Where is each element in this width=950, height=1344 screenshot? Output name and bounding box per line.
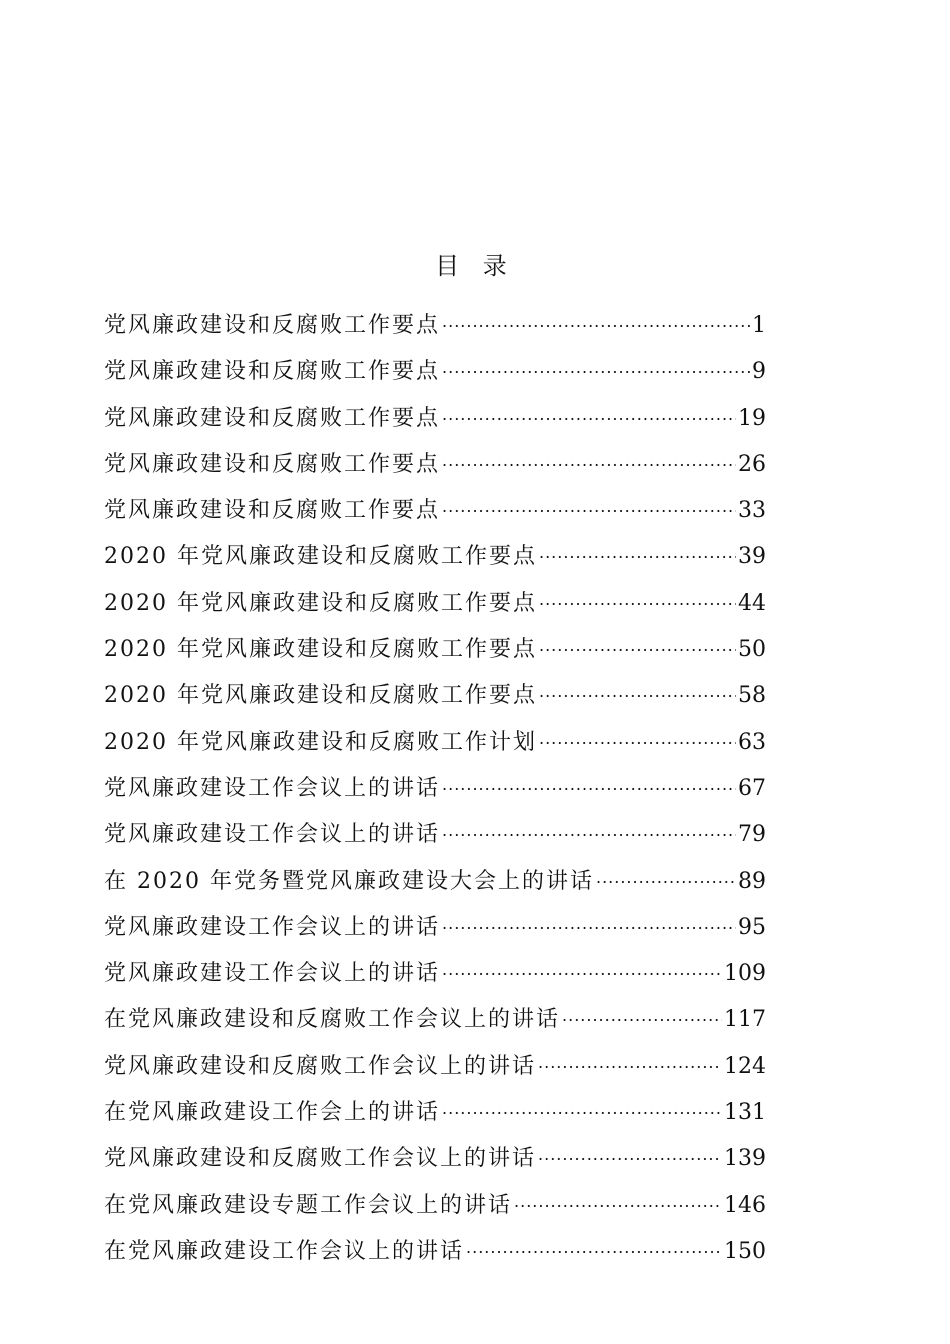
toc-entry[interactable] bbox=[104, 292, 766, 338]
toc-entry-title: 党风廉政建设和反腐败工作会议上的讲话 bbox=[104, 1053, 537, 1079]
toc-dot-leader bbox=[562, 986, 722, 1026]
toc-dot-leader bbox=[442, 894, 736, 934]
toc-entry-page-number: 26 bbox=[738, 451, 766, 477]
toc-entry-page-number: 131 bbox=[724, 1100, 766, 1126]
toc-entry-page-number: 79 bbox=[738, 822, 766, 848]
toc-dot-leader bbox=[442, 292, 750, 332]
toc-entry-title: 在党风廉政建设和反腐败工作会议上的讲话 bbox=[104, 1007, 561, 1033]
toc-dot-leader bbox=[539, 523, 736, 563]
toc-entry-title: 在 2020 年党务暨党风廉政建设大会上的讲话 bbox=[104, 868, 594, 894]
toc-entry-page-number: 9 bbox=[752, 359, 766, 385]
toc-entry-title: 党风廉政建设和反腐败工作要点 bbox=[104, 451, 441, 477]
toc-entry-title: 党风廉政建设和反腐败工作要点 bbox=[104, 313, 441, 338]
toc-entry-page-number: 67 bbox=[738, 775, 766, 801]
toc-dot-leader bbox=[538, 1125, 722, 1165]
toc-entry-title: 2020 年党风廉政建设和反腐败工作要点 bbox=[104, 683, 537, 709]
toc-entry-page-number: 1 bbox=[752, 313, 766, 338]
toc-dot-leader bbox=[442, 338, 750, 378]
toc-dot-leader bbox=[442, 940, 722, 980]
toc-entry-title: 2020 年党风廉政建设和反腐败工作计划 bbox=[104, 729, 537, 755]
toc-entry-page-number: 146 bbox=[724, 1192, 766, 1218]
toc-dot-leader bbox=[538, 1033, 722, 1073]
toc-entry-title: 在党风廉政建设工作会上的讲话 bbox=[104, 1100, 441, 1126]
toc-entry-page-number: 19 bbox=[738, 405, 766, 431]
toc-dot-leader bbox=[442, 755, 736, 795]
toc-entry-title: 党风廉政建设和反腐败工作要点 bbox=[104, 405, 441, 431]
toc-entry-page-number: 58 bbox=[738, 683, 766, 709]
toc-entry-title: 党风廉政建设和反腐败工作会议上的讲话 bbox=[104, 1146, 537, 1172]
toc-entry-title: 党风廉政建设工作会议上的讲话 bbox=[104, 822, 441, 848]
toc-entry-page-number: 139 bbox=[724, 1146, 766, 1172]
toc-dot-leader bbox=[539, 616, 736, 656]
toc-entry-title: 在党风廉政建设工作会议上的讲话 bbox=[104, 1238, 465, 1264]
toc-dot-leader bbox=[514, 1172, 722, 1212]
toc-entry-title: 党风廉政建设和反腐败工作要点 bbox=[104, 498, 441, 524]
toc-dot-leader bbox=[442, 801, 736, 841]
toc-dot-leader bbox=[539, 662, 736, 702]
toc-entry-title: 2020 年党风廉政建设和反腐败工作要点 bbox=[104, 544, 537, 570]
toc-dot-leader bbox=[442, 477, 736, 517]
toc-entry-page-number: 63 bbox=[738, 729, 766, 755]
toc-dot-leader bbox=[442, 431, 736, 471]
toc-entry-page-number: 109 bbox=[724, 961, 766, 987]
toc-list bbox=[104, 292, 766, 1264]
toc-entry-title: 党风廉政建设和反腐败工作要点 bbox=[104, 359, 441, 385]
toc-entry-page-number: 89 bbox=[738, 868, 766, 894]
toc-dot-leader bbox=[539, 709, 736, 749]
toc-entry-title: 党风廉政建设工作会议上的讲话 bbox=[104, 914, 441, 940]
toc-entry-page-number: 150 bbox=[724, 1238, 766, 1264]
toc-dot-leader bbox=[539, 570, 736, 610]
toc-entry-page-number: 33 bbox=[738, 498, 766, 524]
toc-entry-title: 2020 年党风廉政建设和反腐败工作要点 bbox=[104, 590, 537, 616]
toc-entry-page-number: 95 bbox=[738, 914, 766, 940]
toc-entry-page-number: 39 bbox=[738, 544, 766, 570]
toc-dot-leader bbox=[596, 848, 736, 888]
toc-dot-leader bbox=[442, 385, 736, 425]
toc-entry-title: 党风廉政建设工作会议上的讲话 bbox=[104, 961, 441, 987]
toc-entry-title: 在党风廉政建设专题工作会议上的讲话 bbox=[104, 1192, 513, 1218]
toc-entry-title: 党风廉政建设工作会议上的讲话 bbox=[104, 775, 441, 801]
toc-entry-title: 2020 年党风廉政建设和反腐败工作要点 bbox=[104, 637, 537, 663]
toc-entry-page-number: 124 bbox=[724, 1053, 766, 1079]
toc-entry-page-number: 50 bbox=[738, 637, 766, 663]
toc-dot-leader bbox=[466, 1218, 722, 1258]
toc-title: 目 录 bbox=[435, 252, 515, 280]
toc-entry-page-number: 117 bbox=[724, 1007, 766, 1033]
toc-entry-page-number: 44 bbox=[738, 590, 766, 616]
toc-dot-leader bbox=[442, 1079, 722, 1119]
